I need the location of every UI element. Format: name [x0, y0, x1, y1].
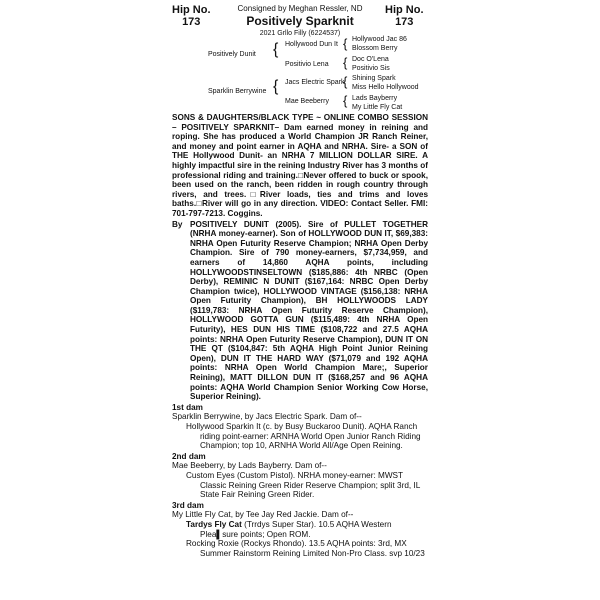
- produce-name: Tardys Fly Cat: [186, 519, 242, 529]
- pedigree-dam-dam: Mae Beeberry: [285, 98, 329, 105]
- pedigree-ggs: Doc O'Lena: [352, 56, 389, 63]
- pedigree-brace: {: [343, 93, 348, 108]
- pedigree-sire-sire: Hollywood Dun It: [285, 41, 338, 48]
- sire-summary: [172, 220, 428, 402]
- pedigree-brace: {: [273, 41, 279, 58]
- pedigree-brace: {: [343, 74, 348, 89]
- catalog-body: [172, 113, 428, 558]
- third-dam-heading: 3rd dam: [172, 500, 204, 510]
- produce-text: Rocking Roxie (Rockys Rhondo). 13.5 AQHA points: 3rd, MX Summer Rainstorm Reining Limited Non-Pro Class. svp 10/23: [186, 539, 425, 558]
- hip-label-left: Hip No.: [172, 4, 211, 16]
- first-dam-intro: Sparklin Berrywine, by Jacs Electric Spark. Dam of--: [172, 412, 362, 422]
- pedigree-ggs: Positivio Sis: [352, 65, 390, 72]
- produce-text: Custom Eyes (Custom Pistol). NRHA money-earner: MWST Classic Reining Green Rider Reserve Champion; split 3rd, IL State Fair Reining Green Rider.: [186, 470, 420, 500]
- pedigree-ggs: Blossom Berry: [352, 45, 398, 52]
- produce-item: [172, 471, 428, 500]
- produce-item: [172, 422, 428, 451]
- pedigree-brace: {: [343, 36, 348, 51]
- description-text: SONS & DAUGHTERS/BLACK TYPE ~ ONLINE COMBO SESSION – POSITIVELY SPARKNIT– Dam earned money in reining and roping. She has produced a World Champion JR Ranch Reiner, and money and point earner in AQHA and NRHA. Sire- a SON of THE Hollywood Dunit- an NRHA 7 MILLION DOLLAR SIRE. A highly impactful sire in the reining Industry River has 3 months of professional riding and training.□Never offered to buck or spook, been used on the ranch, been ridden in rough country through rivers, and trees.□River loads, ties and trims and loves baths.□River will go in any direction. VIDEO: Contact Seller. FMI: 701-797-7213. Coggins.: [172, 113, 428, 218]
- hip-label-right: Hip No.: [385, 4, 424, 16]
- hip-value-right: 173: [395, 16, 414, 28]
- pedigree-sire-dam: Positivio Lena: [285, 61, 329, 68]
- second-dam-heading: 2nd dam: [172, 451, 206, 461]
- pedigree-sire: Positively Dunit: [208, 51, 256, 58]
- produce-text: (Trrdys Super Star). 10.5 AQHA Western Plea▌sure points; Open ROM.: [200, 519, 392, 539]
- produce-item: [172, 520, 428, 539]
- third-dam-intro: My Little Fly Cat, by Tee Jay Red Jackie. Dam of--: [172, 510, 354, 520]
- hip-value-left: 173: [182, 16, 201, 28]
- pedigree-ggs: Lads Bayberry: [352, 95, 398, 102]
- horse-name: Positively Sparknit: [246, 14, 354, 28]
- produce-item: [172, 539, 428, 558]
- foaling-info: 2021 Grllo Filly (6224537): [259, 30, 341, 37]
- sire-summary-text: POSITIVELY DUNIT (2005). Sire of PULLET TOGETHER (NRHA money-earner). Son of HOLLYWOOD DUN IT, $69,383: NRHA Open Futurity Reserve Champion; NRHA Open Derby Champion. Sire of 790 money-earners, $7,734,959, and earners of 14,860 AQHA points, including HOLLYWOODSTINSELTOWN ($185,886: 4th NRBC (Open Derby), REMINIC N DUNIT ($167,164: NRBC Open Derby Champion twice), HOLLYWOOD VINTAGE ($156,138: NRHA Open Futurity Champion), BH HOLLYWOODS LADY ($119,783: NRHA Open Futurity Reserve Champion), HOLLYWOOD GOTTA GUN ($115,489: 4th NRHA Open Futurity), HES DUN HIS TIME ($108,722 and 27.5 AQHA points: NRHA Open Futurity Reserve Champion), DUN IT ON THE QT ($104,847: 5th AQHA High Point Junior Reining Open), DUN IT THE HARD WAY ($71,079 and 192 AQHA points: NRHA Open World Champion Mare;, Superior Reining), MATT DILLON DUN IT ($168,257 and 96 AQHA points: AQHA World Champion Senior Working Cow Horse, Superior Reining).: [190, 219, 428, 402]
- pedigree-dam-sire: Jacs Electric Spark: [285, 79, 345, 86]
- pedigree-ggs: My Little Fly Cat: [352, 104, 403, 111]
- by-label: By: [172, 219, 183, 229]
- pedigree-ggs: Hollywood Jac 86: [352, 36, 407, 43]
- first-dam-heading: 1st dam: [172, 402, 203, 412]
- pedigree-ggs: Shining Spark: [352, 75, 396, 82]
- pedigree-ggs: Miss Hello Hollywood: [352, 84, 419, 91]
- consignor: Consigned by Meghan Ressler, ND: [237, 4, 363, 13]
- second-dam-intro: Mae Beeberry, by Lads Bayberry. Dam of--: [172, 461, 327, 471]
- produce-text: Hollywood Sparkin It (c. by Busy Buckaroo Dunit). AQHA Ranch riding point-earner: ARNHA World Open Junior Ranch Riding Champion; top 10, ARNHA World All/Age Open Reining.: [186, 422, 421, 451]
- description: [172, 113, 428, 219]
- pedigree-brace: {: [343, 55, 348, 70]
- pedigree-dam: Sparklin Berrywine: [208, 88, 267, 95]
- pedigree-brace: {: [273, 78, 279, 95]
